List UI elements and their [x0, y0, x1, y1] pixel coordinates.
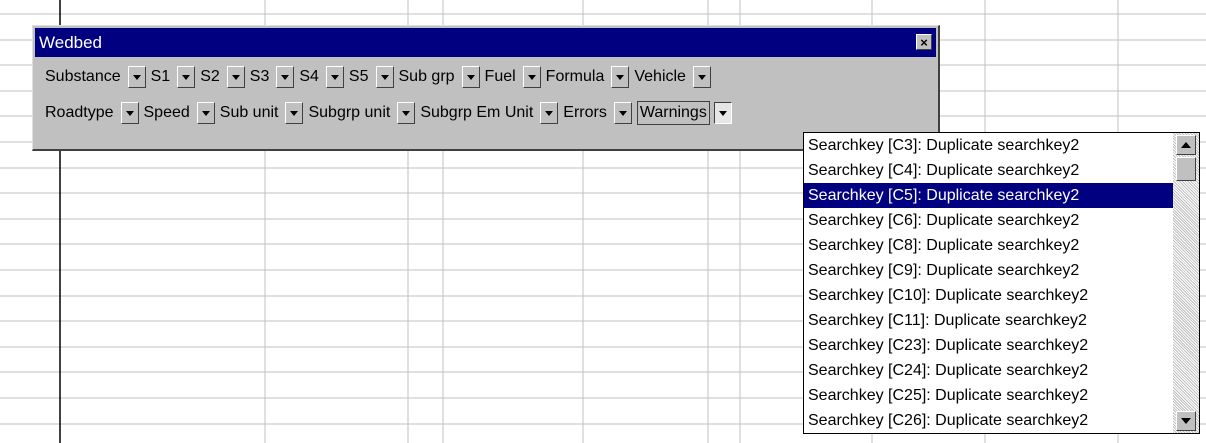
dropdown-button-vehicle[interactable]: [693, 66, 711, 88]
filter-label-speed: Speed: [143, 104, 190, 121]
filter-label-roadtype: Roadtype: [45, 104, 114, 121]
filter-label-s5: S5: [348, 68, 369, 85]
dropdown-button-subgrp-unit[interactable]: [397, 102, 415, 124]
filter-label-s4: S4: [299, 68, 319, 85]
filter-label-s1: S1: [150, 68, 171, 85]
dropdown-button-subgrp-em-unit[interactable]: [540, 102, 558, 124]
list-item[interactable]: Searchkey [C25]: Duplicate searchkey2: [808, 387, 1089, 404]
dropdown-button-s5[interactable]: [376, 66, 394, 88]
dropdown-button-roadtype[interactable]: [121, 102, 139, 124]
dropdown-button-substance[interactable]: [128, 66, 146, 88]
filter-label-errors: Errors: [563, 104, 607, 121]
dropdown-button-fuel[interactable]: [523, 66, 541, 88]
warnings-list: [804, 133, 1173, 433]
filter-label-vehicle: Vehicle: [634, 68, 686, 85]
filter-label-subgrp-unit: Subgrp unit: [308, 104, 391, 121]
dropdown-button-s3[interactable]: [276, 66, 294, 88]
list-item[interactable]: Searchkey [C9]: Duplicate searchkey2: [808, 262, 1080, 279]
list-item[interactable]: Searchkey [C4]: Duplicate searchkey2: [808, 162, 1080, 179]
list-item[interactable]: Searchkey [C8]: Duplicate searchkey2: [808, 237, 1080, 254]
scroll-up-button[interactable]: [1176, 135, 1196, 155]
list-item[interactable]: Searchkey [C6]: Duplicate searchkey2: [808, 212, 1080, 229]
toolbar-titlebar[interactable]: [35, 28, 936, 57]
filter-label-warnings: Warnings: [637, 101, 710, 125]
dropdown-button-warnings[interactable]: [714, 102, 732, 124]
toolbar-row-1: [45, 64, 716, 90]
list-item[interactable]: Searchkey [C11]: Duplicate searchkey2: [808, 312, 1087, 329]
dropdown-button-s4[interactable]: [326, 66, 344, 88]
list-item[interactable]: Searchkey [C24]: Duplicate searchkey2: [808, 362, 1089, 379]
dropdown-button-s2[interactable]: [227, 66, 245, 88]
warnings-dropdown-list[interactable]: [803, 132, 1200, 434]
close-icon: ×: [920, 35, 928, 50]
dropdown-button-errors[interactable]: [614, 102, 632, 124]
close-button[interactable]: [916, 34, 932, 50]
filter-label-fuel: Fuel: [484, 68, 516, 85]
filter-label-subgrp-em-unit: Subgrp Em Unit: [420, 104, 534, 121]
vertical-scrollbar[interactable]: [1173, 133, 1199, 433]
toolbar-row-2: [45, 100, 737, 126]
scroll-down-button[interactable]: [1176, 411, 1196, 431]
filter-label-s2: S2: [200, 68, 220, 85]
list-item[interactable]: Searchkey [C26]: Duplicate searchkey2: [808, 412, 1089, 429]
dropdown-button-speed[interactable]: [197, 102, 215, 124]
filter-label-substance: Substance: [45, 68, 121, 85]
filter-label-sub-grp: Sub grp: [398, 68, 455, 85]
toolbar-title: Wedbed: [39, 33, 103, 52]
scroll-thumb[interactable]: [1176, 157, 1196, 181]
dropdown-button-formula[interactable]: [611, 66, 629, 88]
list-item[interactable]: Searchkey [C23]: Duplicate searchkey2: [808, 337, 1089, 354]
list-item[interactable]: Searchkey [C5]: Duplicate searchkey2: [804, 183, 1173, 208]
dropdown-button-sub-unit[interactable]: [285, 102, 303, 124]
dropdown-button-s1[interactable]: [177, 66, 195, 88]
filter-label-formula: Formula: [545, 68, 605, 85]
dropdown-button-sub-grp[interactable]: [462, 66, 480, 88]
filter-label-s3: S3: [249, 68, 270, 85]
list-item[interactable]: Searchkey [C3]: Duplicate searchkey2: [808, 137, 1080, 154]
filter-label-sub-unit: Sub unit: [219, 104, 279, 121]
list-item[interactable]: Searchkey [C10]: Duplicate searchkey2: [808, 287, 1089, 304]
